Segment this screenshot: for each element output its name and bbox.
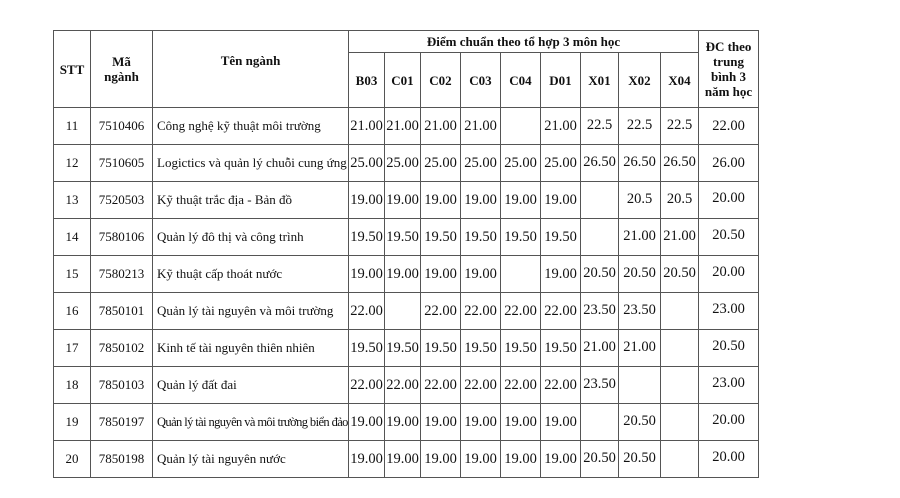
header-row-1	[54, 31, 759, 53]
row-score: 21.00	[385, 108, 421, 145]
row-score: 19.00	[349, 404, 385, 441]
header-subject: C01	[385, 53, 421, 108]
row-score: 20.50	[661, 256, 699, 293]
row-code: 7850103	[91, 367, 153, 404]
row-score: 19.00	[461, 182, 501, 219]
row-score: 20.50	[581, 256, 619, 293]
row-score: 19.50	[349, 330, 385, 367]
row-dc: 20.00	[699, 441, 759, 478]
table-row	[54, 404, 759, 441]
row-score: 22.00	[421, 367, 461, 404]
row-score: 23.50	[619, 293, 661, 330]
row-score: 20.50	[619, 441, 661, 478]
row-score: 22.00	[421, 293, 461, 330]
row-dc: 22.00	[699, 108, 759, 145]
table-row	[54, 145, 759, 182]
header-subject: X02	[619, 53, 661, 108]
row-stt: 15	[54, 256, 91, 293]
row-score: 19.00	[385, 256, 421, 293]
row-score: 25.00	[349, 145, 385, 182]
row-score: 23.50	[581, 293, 619, 330]
header-subject: B03	[349, 53, 385, 108]
row-stt: 19	[54, 404, 91, 441]
row-score: 19.00	[385, 404, 421, 441]
row-score: 19.00	[461, 256, 501, 293]
row-code: 7580106	[91, 219, 153, 256]
row-score: 19.50	[541, 219, 581, 256]
row-score: 22.5	[661, 108, 699, 145]
row-score: 19.00	[349, 441, 385, 478]
row-score	[581, 219, 619, 256]
row-score: 20.50	[581, 441, 619, 478]
row-code: 7850197	[91, 404, 153, 441]
row-score: 19.00	[421, 182, 461, 219]
header-subject: C02	[421, 53, 461, 108]
row-dc: 20.50	[699, 330, 759, 367]
row-score: 19.00	[461, 404, 501, 441]
row-score: 19.50	[349, 219, 385, 256]
row-dc: 23.00	[699, 367, 759, 404]
row-score: 25.00	[385, 145, 421, 182]
row-score: 22.00	[349, 367, 385, 404]
row-score: 22.00	[541, 293, 581, 330]
row-score: 19.50	[541, 330, 581, 367]
row-name: Kỹ thuật trắc địa - Bản đồ	[153, 182, 349, 219]
row-score: 20.50	[619, 404, 661, 441]
row-dc: 20.50	[699, 219, 759, 256]
row-score	[661, 293, 699, 330]
row-score: 19.00	[541, 404, 581, 441]
row-name: Kỹ thuật cấp thoát nước	[153, 256, 349, 293]
row-score: 19.00	[541, 256, 581, 293]
header-dc-line: ĐC theo	[705, 39, 752, 54]
header-ma-nganh-line: ngành	[104, 69, 139, 84]
row-score: 25.00	[501, 145, 541, 182]
row-score: 19.50	[501, 330, 541, 367]
header-subject: D01	[541, 53, 581, 108]
header-ma-nganh-line: Mã	[112, 54, 131, 69]
row-score	[581, 182, 619, 219]
row-score: 19.00	[461, 441, 501, 478]
row-code: 7510605	[91, 145, 153, 182]
header-subject: C03	[461, 53, 501, 108]
row-score: 22.00	[461, 367, 501, 404]
row-score: 19.50	[461, 219, 501, 256]
row-score	[661, 404, 699, 441]
row-score: 19.00	[541, 441, 581, 478]
row-score: 20.5	[661, 182, 699, 219]
row-score: 25.00	[541, 145, 581, 182]
header-stt: STT	[54, 31, 91, 108]
row-name: Công nghệ kỹ thuật môi trường	[153, 108, 349, 145]
row-score: 21.00	[421, 108, 461, 145]
row-score: 26.50	[619, 145, 661, 182]
row-score: 25.00	[421, 145, 461, 182]
row-stt: 16	[54, 293, 91, 330]
row-stt: 11	[54, 108, 91, 145]
row-code: 7520503	[91, 182, 153, 219]
row-score: 19.00	[541, 182, 581, 219]
table-row	[54, 182, 759, 219]
header-dc-line: trung	[712, 54, 745, 69]
row-stt: 14	[54, 219, 91, 256]
table-row	[54, 441, 759, 478]
row-score: 19.50	[385, 330, 421, 367]
header-subject: X04	[661, 53, 699, 108]
row-score: 19.00	[385, 441, 421, 478]
row-score: 22.00	[349, 293, 385, 330]
header-subject: C04	[501, 53, 541, 108]
admission-score-table	[53, 30, 759, 478]
row-name: Quản lý tài nguyên nước	[153, 441, 349, 478]
row-score: 22.00	[541, 367, 581, 404]
row-score: 19.00	[349, 256, 385, 293]
row-score: 19.00	[385, 182, 421, 219]
row-stt: 13	[54, 182, 91, 219]
row-score: 20.5	[619, 182, 661, 219]
row-score: 19.00	[421, 404, 461, 441]
row-code: 7850198	[91, 441, 153, 478]
row-score: 19.00	[421, 256, 461, 293]
row-score: 19.50	[421, 330, 461, 367]
row-dc: 20.00	[699, 404, 759, 441]
row-score: 21.00	[461, 108, 501, 145]
row-stt: 20	[54, 441, 91, 478]
row-code: 7510406	[91, 108, 153, 145]
row-score: 19.50	[421, 219, 461, 256]
table-body	[54, 108, 759, 478]
row-score: 25.00	[461, 145, 501, 182]
row-score	[501, 108, 541, 145]
row-score: 22.00	[385, 367, 421, 404]
header-ten-nganh: Tên ngành	[153, 31, 349, 108]
table-row	[54, 293, 759, 330]
row-score: 21.00	[581, 330, 619, 367]
row-score: 19.00	[501, 404, 541, 441]
row-score: 19.00	[501, 182, 541, 219]
row-score: 26.50	[661, 145, 699, 182]
header-dc-line: bình 3	[710, 69, 747, 84]
row-score: 22.5	[619, 108, 661, 145]
row-dc: 20.00	[699, 182, 759, 219]
row-score: 20.50	[619, 256, 661, 293]
row-dc: 23.00	[699, 293, 759, 330]
row-score	[581, 404, 619, 441]
row-name: Quản lý đất đai	[153, 367, 349, 404]
header-dc-line: năm học	[704, 84, 753, 99]
row-dc: 26.00	[699, 145, 759, 182]
row-stt: 17	[54, 330, 91, 367]
row-score: 22.00	[501, 293, 541, 330]
row-score: 22.5	[581, 108, 619, 145]
row-score	[385, 293, 421, 330]
row-score: 21.00	[541, 108, 581, 145]
row-stt: 18	[54, 367, 91, 404]
row-code: 7580213	[91, 256, 153, 293]
row-score	[501, 256, 541, 293]
table-row	[54, 256, 759, 293]
row-code: 7850101	[91, 293, 153, 330]
table-row	[54, 367, 759, 404]
table-row	[54, 219, 759, 256]
row-score: 19.50	[461, 330, 501, 367]
row-score: 21.00	[349, 108, 385, 145]
header-score-group: Điểm chuẩn theo tổ hợp 3 môn học	[349, 31, 699, 53]
table-row	[54, 108, 759, 145]
row-name: Quản lý tài nguyên và môi trường	[153, 293, 349, 330]
header-subject: X01	[581, 53, 619, 108]
row-score	[661, 441, 699, 478]
row-score: 26.50	[581, 145, 619, 182]
row-name: Logictics và quản lý chuỗi cung ứng	[153, 145, 349, 182]
row-score: 21.00	[619, 330, 661, 367]
row-stt: 12	[54, 145, 91, 182]
row-name: Quản lý đô thị và công trình	[153, 219, 349, 256]
row-dc: 20.00	[699, 256, 759, 293]
row-score	[661, 367, 699, 404]
row-score: 19.00	[501, 441, 541, 478]
row-score: 21.00	[619, 219, 661, 256]
row-score	[661, 330, 699, 367]
row-score: 19.00	[421, 441, 461, 478]
row-score: 22.00	[501, 367, 541, 404]
row-name: Kinh tế tài nguyên thiên nhiên	[153, 330, 349, 367]
row-score: 19.00	[349, 182, 385, 219]
header-ma-nganh	[91, 31, 153, 108]
row-score: 23.50	[581, 367, 619, 404]
row-score: 19.50	[501, 219, 541, 256]
table-row	[54, 330, 759, 367]
row-code: 7850102	[91, 330, 153, 367]
header-dc	[699, 31, 759, 108]
row-score	[619, 367, 661, 404]
row-score: 19.50	[385, 219, 421, 256]
row-name: Quản lý tài nguyên và môi trường biển đảo	[153, 404, 349, 441]
row-score: 21.00	[661, 219, 699, 256]
row-score: 22.00	[461, 293, 501, 330]
